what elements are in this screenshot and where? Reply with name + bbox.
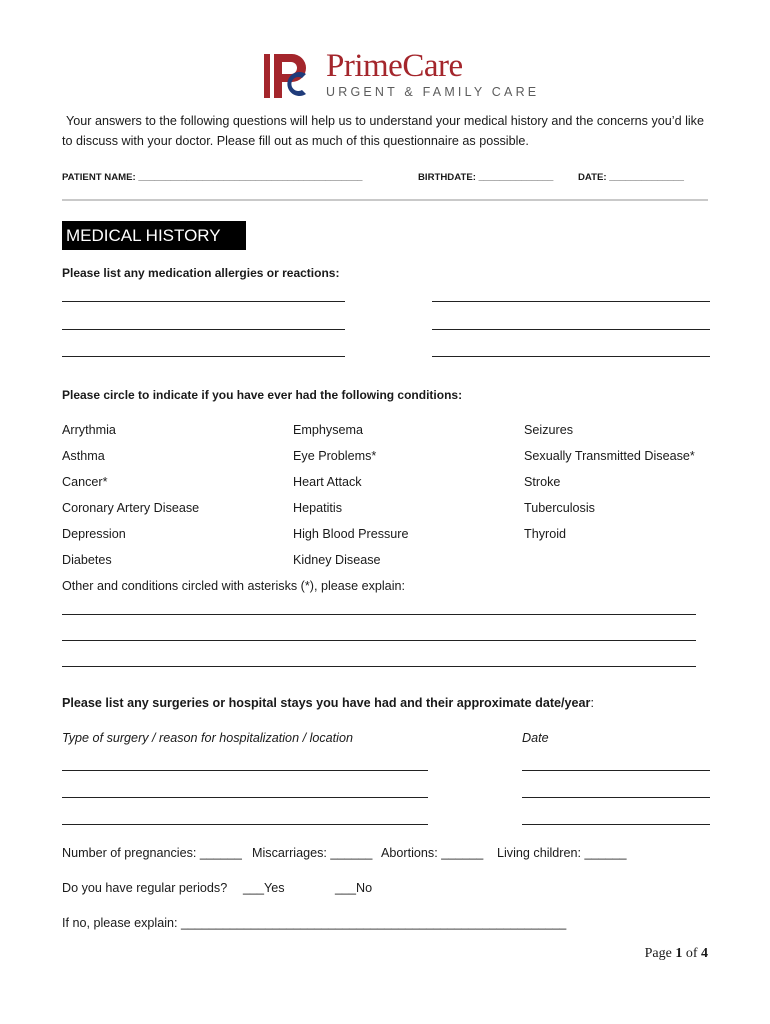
surgeries-question <box>62 695 594 711</box>
condition-option[interactable]: Depression <box>62 527 126 541</box>
allergy-line[interactable] <box>432 356 710 357</box>
allergy-line[interactable] <box>62 356 345 357</box>
explain-line[interactable] <box>62 640 696 641</box>
page-of: of <box>685 946 698 961</box>
header-divider <box>62 199 708 201</box>
allergy-line[interactable] <box>432 329 710 330</box>
surgery-line[interactable] <box>62 797 428 798</box>
condition-option[interactable]: Heart Attack <box>293 475 362 489</box>
condition-option[interactable]: Sexually Transmitted Disease* <box>524 449 695 463</box>
condition-option[interactable]: Seizures <box>524 423 573 437</box>
patient-name-field[interactable] <box>62 171 363 185</box>
allergy-line[interactable] <box>432 301 710 302</box>
condition-option[interactable]: Cancer* <box>62 475 108 489</box>
surgeries-question-text: Please list any surgeries or hospital stays you have had and their approximate date/year <box>62 696 591 710</box>
surgery-line[interactable] <box>62 770 428 771</box>
page-prefix: Page <box>644 946 672 961</box>
condition-option[interactable]: Tuberculosis <box>524 501 595 515</box>
condition-option[interactable]: High Blood Pressure <box>293 527 409 541</box>
abortions-field[interactable]: Abortions: ______ <box>381 846 484 860</box>
logo-subtitle: URGENT & FAMILY CARE <box>326 85 540 99</box>
conditions-question: Please circle to indicate if you have ever had the following conditions: <box>62 388 463 402</box>
date-blank[interactable]: ______________ <box>609 172 684 183</box>
birthdate-blank[interactable]: ______________ <box>478 172 554 183</box>
living-children-field[interactable]: Living children: ______ <box>497 846 627 860</box>
allergy-line[interactable] <box>62 329 345 330</box>
page-current: 1 <box>675 946 683 961</box>
condition-option[interactable]: Arrythmia <box>62 423 116 437</box>
section-heading-medical-history: MEDICAL HISTORY <box>62 221 246 250</box>
surgery-date-line[interactable] <box>522 770 710 771</box>
primecare-logo-icon <box>262 48 314 100</box>
other-conditions-label: Other and conditions circled with asterisks (*), please explain: <box>62 579 405 593</box>
condition-option[interactable]: Kidney Disease <box>293 553 381 567</box>
intro-text: Your answers to the following questions will help us to understand your medical history and the concerns you’d like to discuss with your doctor. Please fill out as much of this questionnaire as possible. <box>62 114 704 148</box>
explain-line[interactable] <box>62 666 696 667</box>
pregnancies-field[interactable]: Number of pregnancies: ______ <box>62 846 242 860</box>
birthdate-field[interactable] <box>418 171 553 185</box>
surgeries-question-colon: : <box>590 696 594 710</box>
periods-question: Do you have regular periods? <box>62 881 228 895</box>
page-number <box>600 945 708 963</box>
condition-option[interactable]: Asthma <box>62 449 105 463</box>
condition-option[interactable]: Thyroid <box>524 527 566 541</box>
condition-option[interactable]: Hepatitis <box>293 501 342 515</box>
surgery-date-line[interactable] <box>522 797 710 798</box>
condition-option[interactable]: Emphysema <box>293 423 363 437</box>
patient-name-blank[interactable]: __________________________________________ <box>138 172 363 183</box>
condition-option[interactable]: Eye Problems* <box>293 449 377 463</box>
surgery-column-label: Type of surgery / reason for hospitalization / location <box>62 731 353 745</box>
allergies-question: Please list any medication allergies or reactions: <box>62 266 340 280</box>
miscarriages-field[interactable]: Miscarriages: ______ <box>252 846 373 860</box>
surgery-date-line[interactable] <box>522 824 710 825</box>
explain-line[interactable] <box>62 614 696 615</box>
condition-option[interactable]: Stroke <box>524 475 561 489</box>
logo-name: PrimeCare <box>326 48 463 84</box>
date-label: DATE: <box>578 172 607 183</box>
date-field[interactable] <box>578 171 684 185</box>
birthdate-label: BIRTHDATE: <box>418 172 476 183</box>
page-total: 4 <box>701 946 708 961</box>
if-no-explain-field[interactable]: If no, please explain: _______________________________________________________ <box>62 916 567 930</box>
patient-name-label: PATIENT NAME: <box>62 172 136 183</box>
allergy-line[interactable] <box>62 301 345 302</box>
periods-yes-option[interactable]: ___Yes <box>243 881 285 895</box>
condition-option[interactable]: Diabetes <box>62 553 112 567</box>
date-column-label: Date <box>522 731 549 745</box>
condition-option[interactable]: Coronary Artery Disease <box>62 501 200 515</box>
surgery-line[interactable] <box>62 824 428 825</box>
periods-no-option[interactable]: ___No <box>335 881 373 895</box>
primecare-logo <box>262 46 540 104</box>
